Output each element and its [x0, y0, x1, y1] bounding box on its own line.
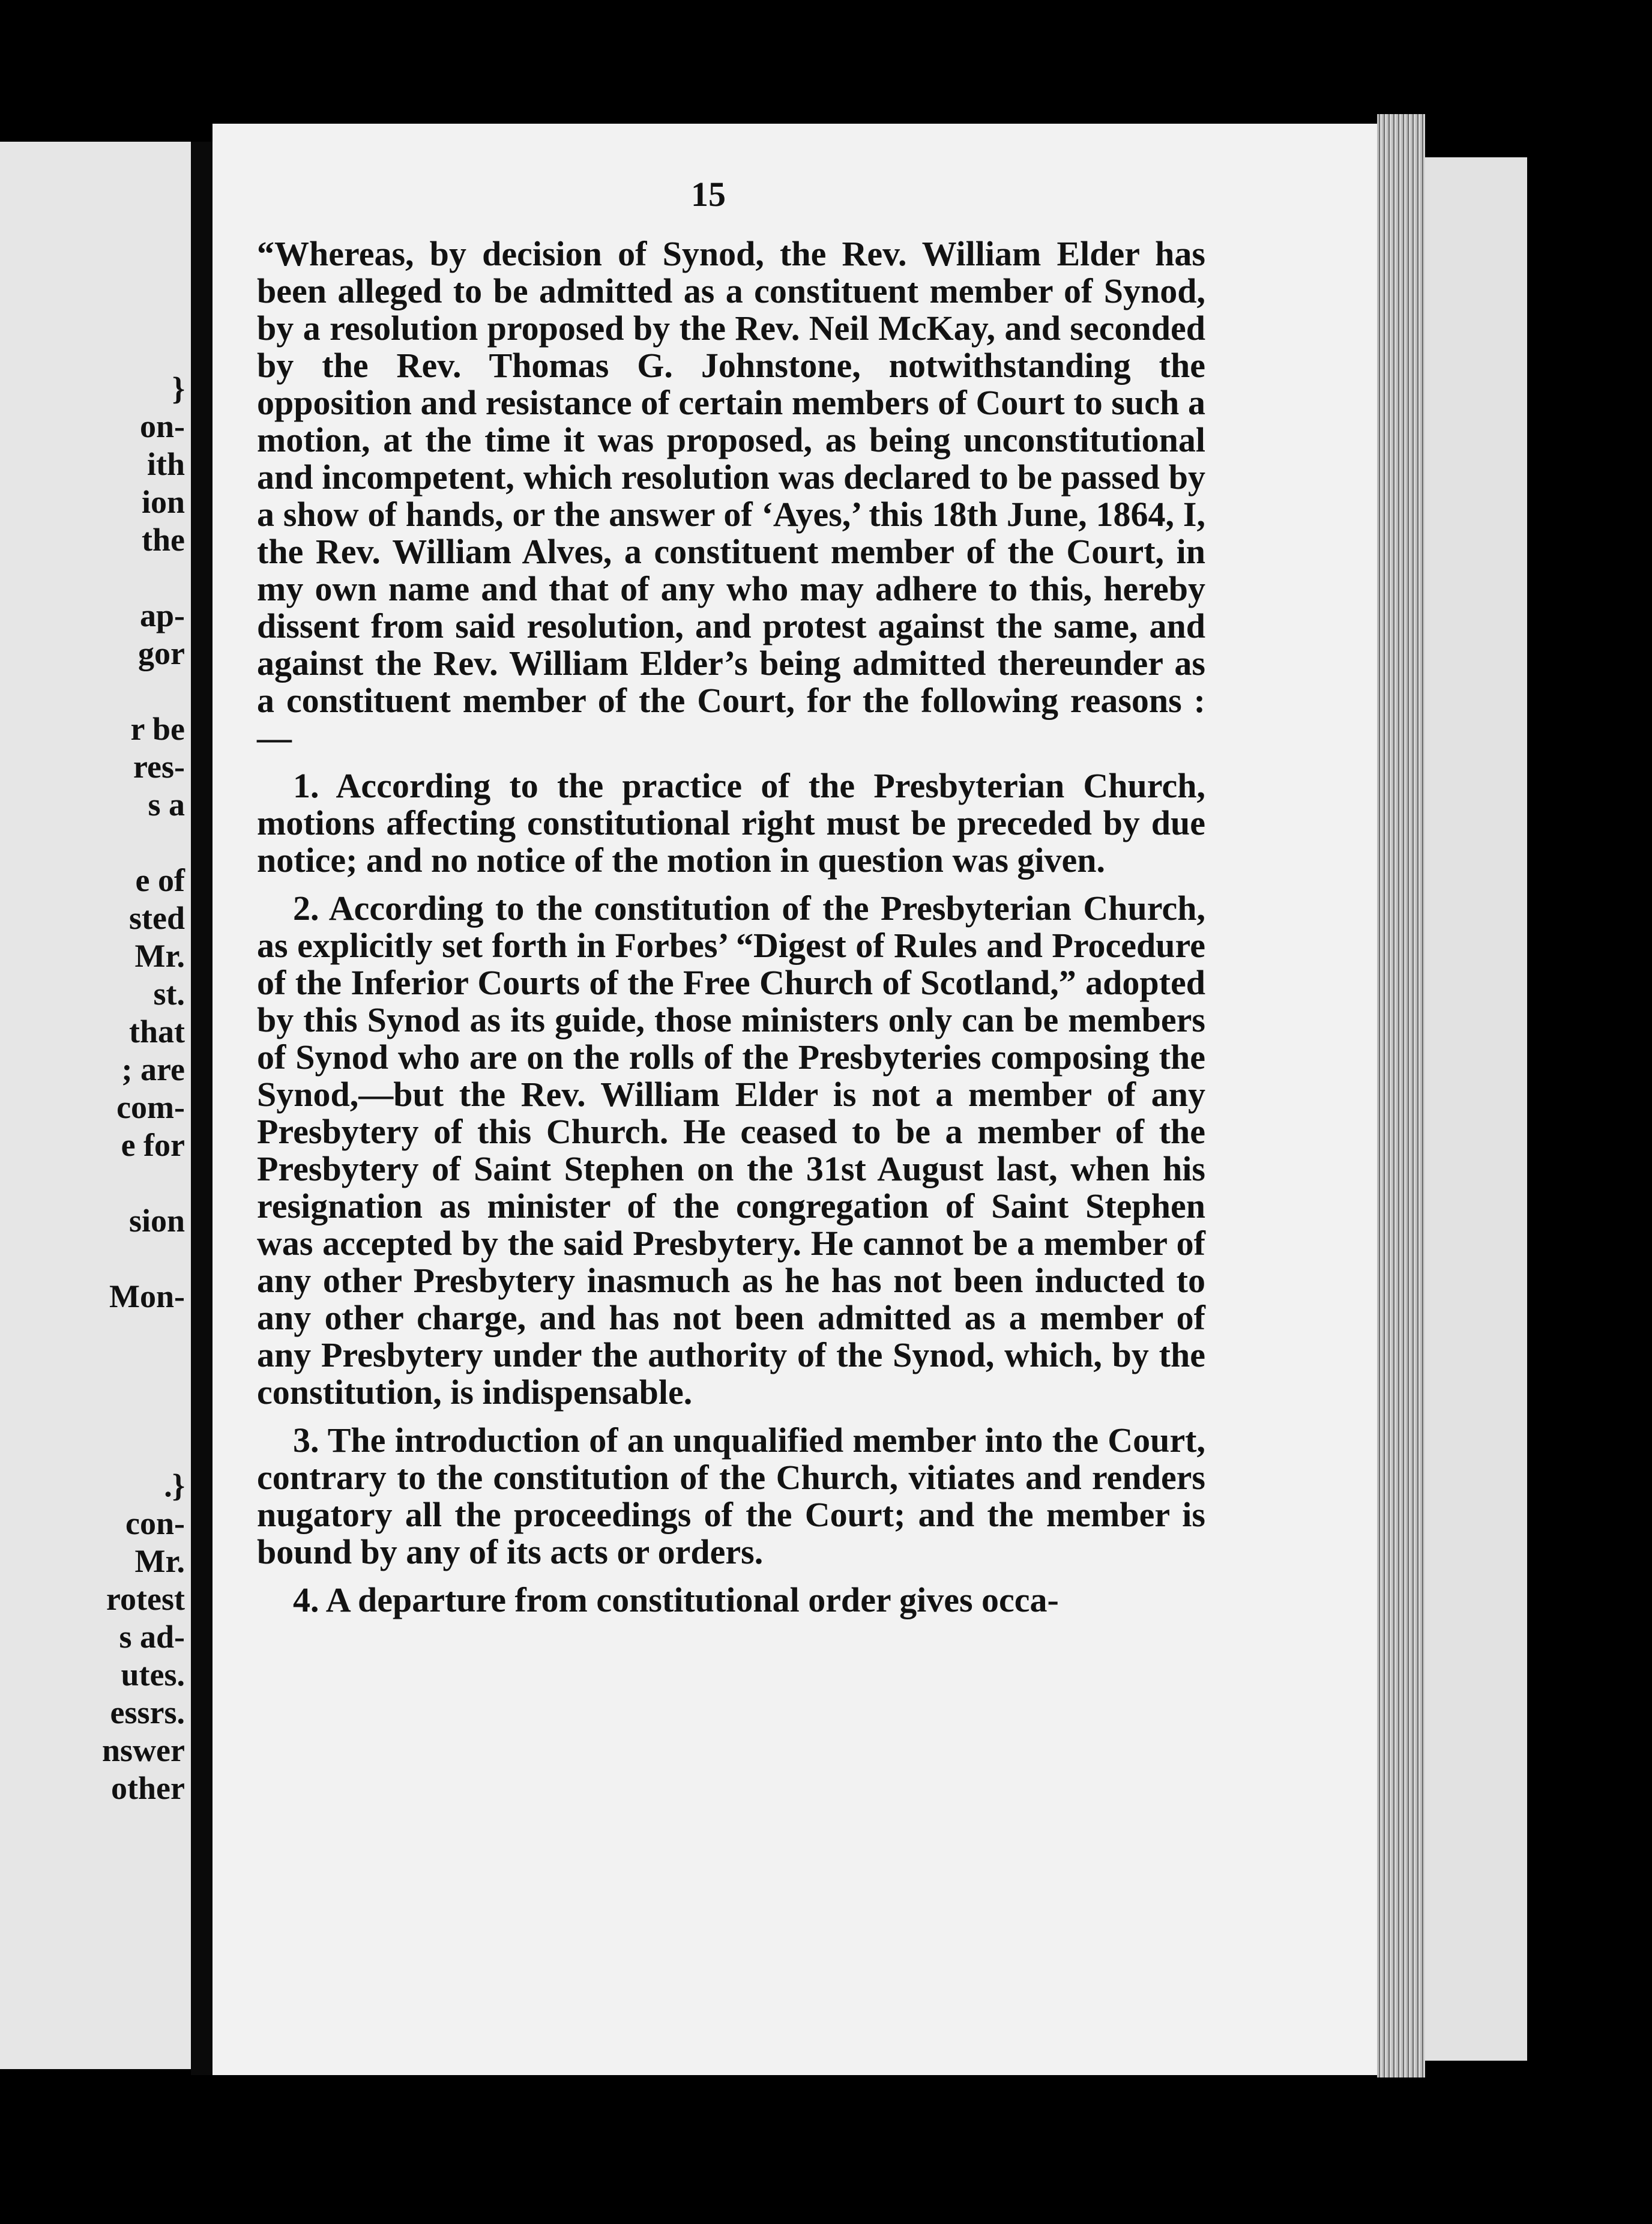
- fragment-line: [102, 1429, 185, 1467]
- reason-2-paragraph: 2. According to the constitution of the Presbyterian Church, as explicitly set forth in Forbes’ “Digest of Rules and Procedure of the Inferior Courts of the Free Church of Scotland,” adopted by this Synod as its guide, those ministers only can be members of Synod who are on the rolls of the Presbyteries composing the Synod,—but the Rev. William Elder is not a member of any Presbytery of this Church. He ceased to be a member of the Presbytery of Saint Stephen on the 31st August last, when his resignation as minister of the congregation of Saint Stephen was accepted by the said Presbytery. He cannot be a member of any other Presbytery inasmuch as he has not been inducted to any other charge, and has not been admitted as a member of any Presbytery under the authority of the Synod, which, by the constitution, is indispensable.: [257, 889, 1205, 1412]
- page-edges: [1377, 114, 1425, 2077]
- fragment-line: con-: [125, 1505, 185, 1541]
- fragment-line: essrs.: [110, 1694, 185, 1730]
- fragment-line: res-: [133, 749, 185, 785]
- fragment-line: e of: [135, 862, 185, 898]
- fragment-line: sted: [129, 900, 185, 936]
- fragment-line: [102, 559, 185, 597]
- fragment-line: that: [129, 1014, 185, 1050]
- fragment-line: st.: [153, 976, 185, 1012]
- fragment-line: e for: [121, 1127, 185, 1163]
- reason-4-paragraph: 4. A departure from constitutional order gives occa-: [293, 1580, 1059, 1619]
- reason-1-paragraph: 1. According to the practice of the Presbyterian Church, motions affecting constitutional right must be preceded by due notice; and no notice of the motion in question was given.: [257, 766, 1205, 880]
- fragment-line: [102, 1164, 185, 1202]
- fragment-line: ; are: [121, 1051, 185, 1087]
- fragment-line: Mr.: [134, 938, 185, 974]
- fragment-line: other: [111, 1770, 185, 1806]
- body-text: [257, 235, 1205, 1630]
- fragment-line: ith: [146, 446, 185, 482]
- fragment-line: nswer: [102, 1732, 185, 1768]
- fragment-line: Mon-: [109, 1278, 185, 1314]
- fragment-line: on-: [139, 408, 185, 444]
- fragment-line: Mr.: [134, 1543, 185, 1579]
- fragment-line: the: [142, 522, 185, 558]
- fragment-line: s ad-: [119, 1619, 185, 1655]
- fragment-line: ion: [141, 484, 185, 520]
- fragment-line: .}: [164, 1467, 185, 1503]
- page-number: 15: [691, 175, 726, 214]
- fragment-line: [102, 1316, 185, 1353]
- fragment-line: [102, 1353, 185, 1391]
- fragment-line: [102, 824, 185, 862]
- book-gutter: [191, 142, 213, 2075]
- fragment-line: r be: [130, 711, 185, 747]
- fragment-line: utes.: [121, 1657, 185, 1693]
- reason-3-paragraph: 3. The introduction of an unqualified member into the Court, contrary to the constitution of the Church, vitiates and renders nugatory all the proceedings of the Court; and the member is bound by any of its acts or orders.: [257, 1421, 1205, 1571]
- fragment-line: }: [172, 370, 185, 406]
- protest-preamble-paragraph: “Whereas, by decision of Synod, the Rev. William Elder has been alleged to be admitted as a constituent member of Synod, by a resolution proposed by the Rev. Neil McKay, and seconded by the Rev. Thomas G. Johnstone, notwithstanding the opposition and resistance of certain members of Court to such a motion, at the time it was proposed, as being unconstitutional and incompetent, which resolution was declared to be passed by a show of hands, or the answer of ‘Ayes,’ this 18th June, 1864, I, the Rev. William Alves, a constituent member of the Court, in my own name and that of any who may adhere to this, hereby dissent from said resolution, and protest against the same, and against the Rev. William Elder’s being admitted thereunder as a constituent member of the Court, for the following reasons :—: [257, 234, 1205, 757]
- fragment-line: rotest: [106, 1581, 185, 1617]
- fragment-line: s a: [148, 787, 185, 823]
- fragment-line: [102, 672, 185, 710]
- fragment-line: ap-: [139, 597, 185, 633]
- fragment-line: [102, 1240, 185, 1278]
- fragment-line: sion: [128, 1203, 185, 1239]
- left-facing-page: [0, 142, 191, 2069]
- back-sheet: [1425, 157, 1527, 2061]
- fragment-line: [102, 1391, 185, 1429]
- fragment-line: gor: [138, 635, 185, 671]
- fragment-line: com-: [116, 1089, 185, 1125]
- left-page-text-fragments: [102, 370, 185, 1807]
